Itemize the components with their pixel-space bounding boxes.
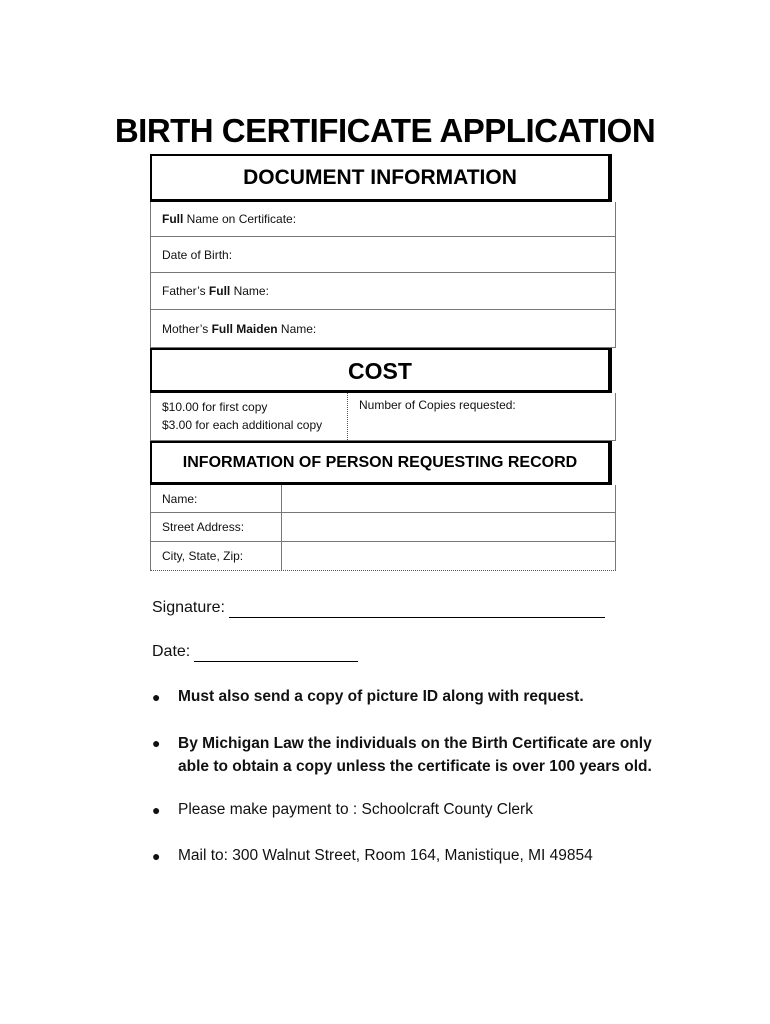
first-copy-price: $10.00 for first copy <box>162 400 268 414</box>
additional-copy-price: $3.00 for each additional copy <box>162 418 323 432</box>
cost-row <box>150 393 616 441</box>
copies-requested-label: Number of Copies requested: <box>359 398 516 412</box>
cost-header-label: COST <box>348 358 412 384</box>
requester-name-input[interactable] <box>281 485 617 512</box>
instructions-list <box>152 686 672 867</box>
full-name-field[interactable] <box>150 202 616 237</box>
form-title: BIRTH CERTIFICATE APPLICATION <box>114 112 656 149</box>
document-info-header-label: DOCUMENT INFORMATION <box>243 166 517 189</box>
street-address-input[interactable] <box>281 513 617 541</box>
signature-section <box>152 599 605 618</box>
michigan-law-note-line-1: By Michigan Law the individuals on the Birth Certificate are only <box>178 735 652 752</box>
bullet-icon: ● <box>152 689 161 705</box>
signature-label: Signature: <box>152 599 225 616</box>
bullet-icon: ● <box>152 848 161 864</box>
list-item <box>152 845 672 867</box>
payment-note: Please make payment to : Schoolcraft County Clerk <box>178 801 533 818</box>
mailing-address: Mail to: 300 Walnut Street, Room 164, Manistique, MI 49854 <box>178 847 593 864</box>
list-item <box>152 686 672 708</box>
bullet-icon: ● <box>152 802 161 818</box>
list-item <box>152 799 672 821</box>
signature-line[interactable] <box>229 599 605 618</box>
full-name-label: Full Name on Certificate: <box>162 212 297 226</box>
copies-requested-field[interactable] <box>359 398 516 412</box>
date-label: Date: <box>152 643 191 660</box>
picture-id-note: Must also send a copy of picture ID along with request. <box>178 688 584 705</box>
list-item <box>152 732 672 778</box>
date-of-birth-field[interactable] <box>150 237 616 273</box>
requester-name-row <box>150 485 616 513</box>
mother-name-field[interactable] <box>150 310 616 348</box>
document-info-header <box>150 154 612 202</box>
date-line[interactable] <box>194 643 358 662</box>
bullet-icon: ● <box>152 735 161 751</box>
father-name-label: Father’s Full Name: <box>162 284 269 298</box>
city-state-zip-label: City, State, Zip: <box>162 549 244 563</box>
date-of-birth-label: Date of Birth: <box>162 247 233 262</box>
requester-name-label: Name: <box>162 491 198 506</box>
michigan-law-note-line-2: able to obtain a copy unless the certificate is over 100 years old. <box>178 758 652 775</box>
street-address-row <box>150 513 616 542</box>
cost-prices <box>151 393 348 440</box>
cost-header <box>150 348 612 393</box>
city-state-zip-row <box>150 542 616 571</box>
street-address-label: Street Address: <box>162 520 245 534</box>
mother-name-label: Mother’s Full Maiden Name: <box>162 321 317 336</box>
city-state-zip-input[interactable] <box>281 542 617 570</box>
requester-header-label: INFORMATION OF PERSON REQUESTING RECORD <box>182 454 578 471</box>
requester-header <box>150 441 612 485</box>
date-section <box>152 643 358 662</box>
father-name-field[interactable] <box>150 273 616 310</box>
